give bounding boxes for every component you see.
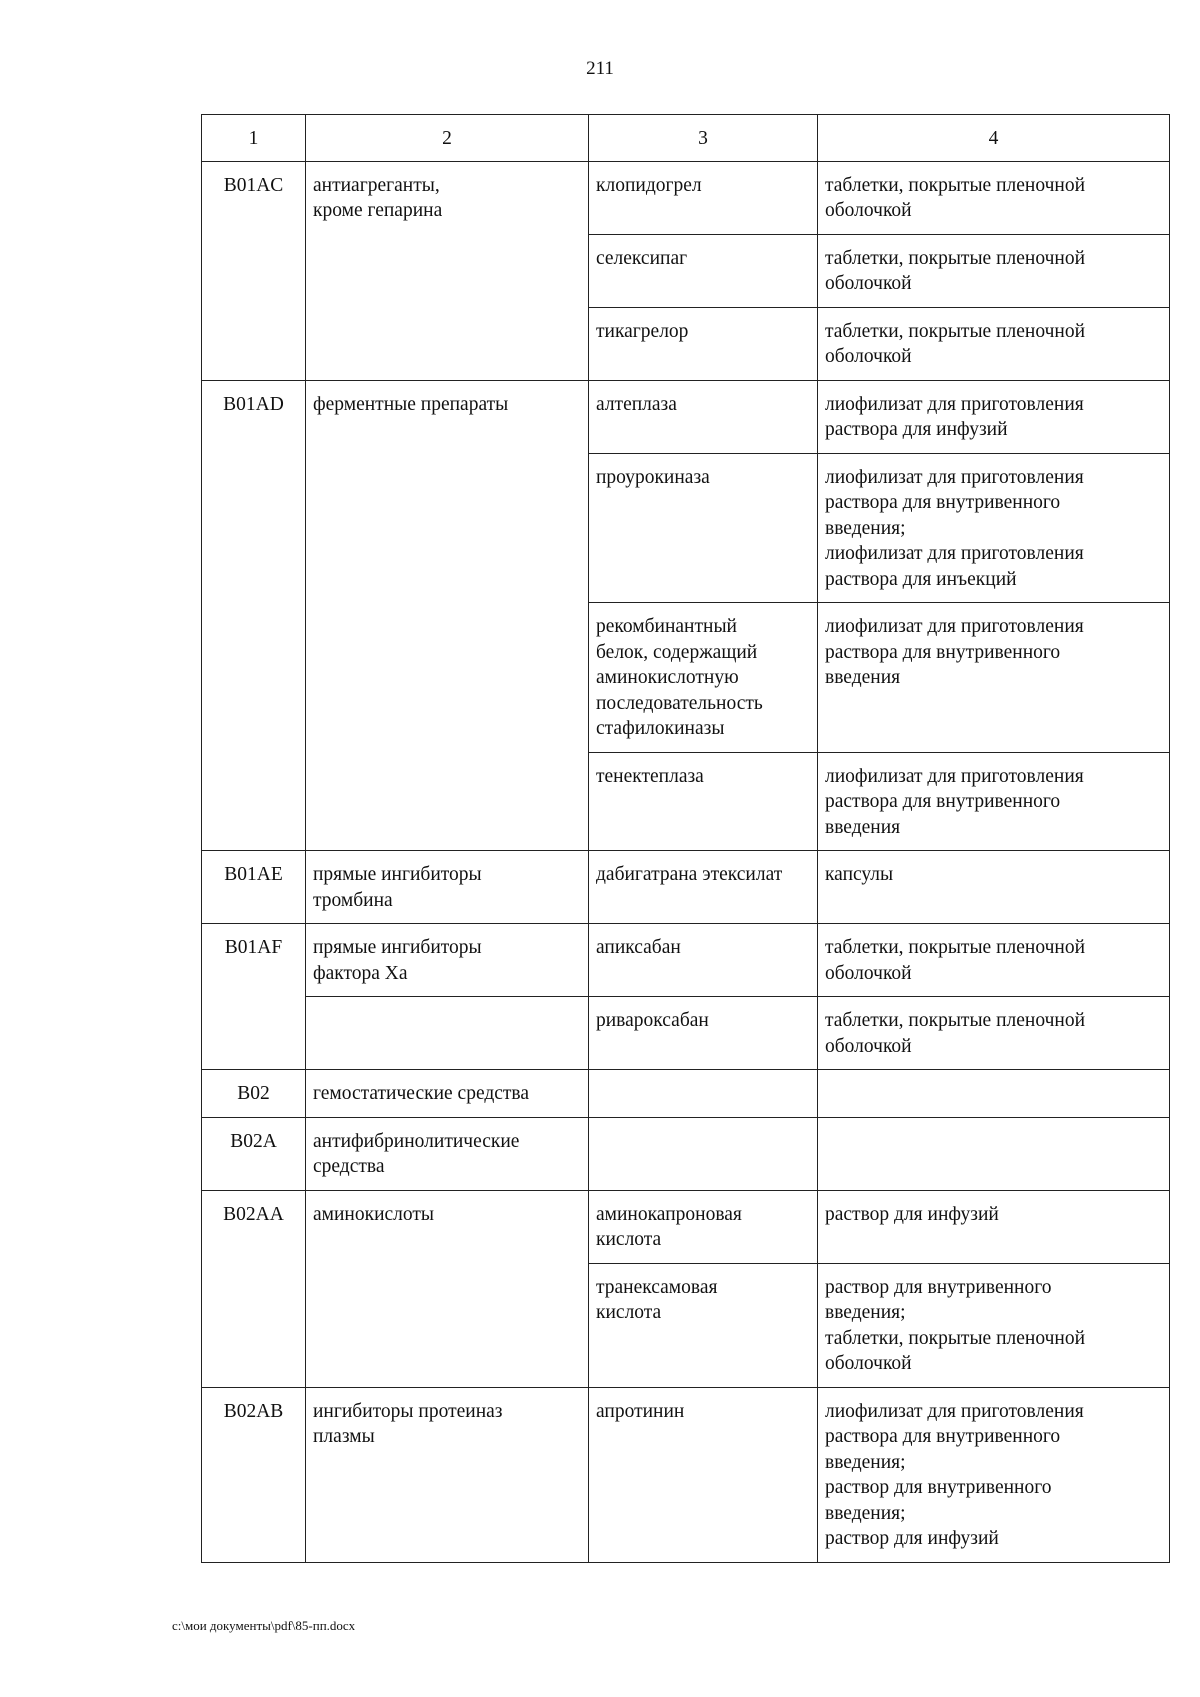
table-row (202, 1190, 1170, 1263)
cell-line: раствора для внутривенного (825, 492, 1061, 513)
cell-line: оболочкой (825, 346, 912, 367)
dosage-form-cell (818, 380, 1170, 453)
cell-line: проурокиназа (596, 466, 710, 488)
group-name-cell (306, 924, 589, 997)
dosage-form-cell (818, 924, 1170, 997)
atc-code-cell: B01AD (202, 380, 306, 851)
header-cell-3: 3 (589, 115, 818, 162)
cell-line: капсулы (825, 864, 894, 885)
cell-line: раствора для внутривенного (825, 791, 1061, 812)
cell-line: кислота (596, 1302, 662, 1323)
cell-line: раствора для инфузий (825, 419, 1008, 440)
cell-line: аминокапроновая (596, 1203, 742, 1225)
cell-line: оболочкой (825, 962, 912, 984)
cell-line: последовательность (596, 692, 763, 714)
footer-file-path: c:\мои документы\pdf\85-пп.docx (172, 1618, 356, 1633)
drug-name-cell (589, 1117, 818, 1190)
cell-line: раствора для инъекций (825, 568, 1017, 590)
cell-line: таблетки, покрытые пленочной (825, 247, 1086, 269)
table-row (202, 1387, 1170, 1562)
cell-line: лиофилизат для приготовления (825, 393, 1084, 415)
cell-line: оболочкой (825, 200, 912, 221)
table-row (202, 851, 1170, 924)
table-row (202, 161, 1170, 234)
cell-line: прямые ингибиторы (313, 864, 482, 885)
table-row (202, 380, 1170, 453)
cell-line: апротинин (596, 1400, 685, 1422)
cell-line: лиофилизат для приготовления (825, 616, 1084, 637)
cell-line: таблетки, покрытые пленочной (825, 320, 1086, 342)
dosage-form-cell (818, 997, 1170, 1070)
cell-line: раствор для инфузий (825, 1203, 999, 1225)
cell-line: тикагрелор (596, 320, 689, 342)
cell-line: ферментные препараты (313, 393, 509, 415)
drug-name-cell (589, 1190, 818, 1263)
cell-line: фактора Xa (313, 962, 408, 984)
dosage-form-cell (818, 1070, 1170, 1118)
header-row (202, 115, 1170, 162)
dosage-form-cell (818, 851, 1170, 924)
atc-code-cell: B02 (202, 1070, 306, 1118)
table-row (202, 1070, 1170, 1118)
header-cell-2: 2 (306, 115, 589, 162)
header-cell-4: 4 (818, 115, 1170, 162)
cell-line: стафилокиназы (596, 718, 725, 739)
cell-line: антиагреганты, (313, 174, 440, 196)
cell-line: раствора для внутривенного (825, 641, 1061, 663)
table-row (202, 924, 1170, 997)
group-name-cell (306, 851, 589, 924)
cell-line: таблетки, покрытые пленочной (825, 937, 1086, 958)
drug-name-cell (589, 851, 818, 924)
drug-name-cell (589, 161, 818, 234)
drug-classification-table (201, 114, 1170, 1563)
cell-line: антифибринолитические (313, 1130, 520, 1152)
drug-name-cell (589, 234, 818, 307)
table-row (202, 1117, 1170, 1190)
cell-line: рекомбинантный (596, 616, 737, 637)
cell-line: оболочкой (825, 1035, 912, 1057)
header-cell-1: 1 (202, 115, 306, 162)
cell-line: раствора для внутривенного (825, 1426, 1061, 1447)
cell-line: раствор для внутривенного (825, 1477, 1052, 1498)
page-number: 211 (586, 58, 614, 79)
dosage-form-cell (818, 234, 1170, 307)
drug-name-cell (589, 924, 818, 997)
dosage-form-cell (818, 603, 1170, 753)
cell-line: раствор для внутривенного (825, 1276, 1052, 1298)
group-name-cell (306, 1190, 589, 1387)
dosage-form-cell (818, 1117, 1170, 1190)
cell-line: апиксабан (596, 937, 681, 958)
atc-code-cell: B02AA (202, 1190, 306, 1387)
drug-name-cell (589, 752, 818, 851)
cell-line: раствор для инфузий (825, 1528, 999, 1549)
cell-line: аминокислоты (313, 1203, 435, 1225)
atc-code-cell: B02AB (202, 1387, 306, 1562)
cell-line: лиофилизат для приготовления (825, 543, 1084, 564)
dosage-form-cell (818, 307, 1170, 380)
cell-line: введения; (825, 1302, 906, 1323)
cell-line: введения (825, 816, 901, 838)
cell-line: ингибиторы протеиназ (313, 1400, 503, 1422)
cell-line: кроме гепарина (313, 200, 443, 221)
table-row (202, 997, 1170, 1070)
drug-name-cell (589, 453, 818, 603)
cell-line: введения; (825, 517, 906, 539)
drug-name-cell (589, 1387, 818, 1562)
drug-name-cell (589, 997, 818, 1070)
cell-line: таблетки, покрытые пленочной (825, 174, 1086, 196)
cell-line: транексамовая (596, 1276, 718, 1298)
cell-line: ривароксабан (596, 1010, 709, 1031)
drug-name-cell (589, 603, 818, 753)
cell-line: введения; (825, 1451, 906, 1473)
group-name-cell (306, 161, 589, 380)
group-name-cell (306, 380, 589, 851)
cell-line: белок, содержащий (596, 641, 758, 663)
drug-name-cell (589, 1263, 818, 1387)
cell-line: селексипаг (596, 247, 688, 269)
cell-line: дабигатрана этексилат (596, 864, 783, 885)
dosage-form-cell (818, 1387, 1170, 1562)
cell-line: тромбина (313, 889, 393, 911)
cell-line: гемостатические средства (313, 1083, 530, 1104)
dosage-form-cell (818, 1190, 1170, 1263)
cell-line: введения (825, 667, 901, 688)
cell-line: оболочкой (825, 273, 912, 294)
cell-line: лиофилизат для приготовления (825, 765, 1084, 787)
cell-line: плазмы (313, 1426, 375, 1447)
group-name-cell (306, 997, 589, 1070)
dosage-form-cell (818, 161, 1170, 234)
cell-line: таблетки, покрытые пленочной (825, 1010, 1086, 1031)
dosage-form-cell (818, 1263, 1170, 1387)
dosage-form-cell (818, 453, 1170, 603)
cell-line: аминокислотную (596, 667, 739, 688)
cell-line: таблетки, покрытые пленочной (825, 1327, 1086, 1349)
drug-name-cell (589, 380, 818, 453)
atc-code-cell: B01AF (202, 924, 306, 1070)
group-name-cell (306, 1387, 589, 1562)
group-name-cell (306, 1117, 589, 1190)
cell-line: введения; (825, 1502, 906, 1524)
dosage-form-cell (818, 752, 1170, 851)
group-name-cell (306, 1070, 589, 1118)
cell-line: прямые ингибиторы (313, 937, 482, 958)
cell-line: оболочкой (825, 1353, 912, 1374)
cell-line: лиофилизат для приготовления (825, 466, 1084, 488)
cell-line: средства (313, 1156, 385, 1177)
drug-name-cell (589, 307, 818, 380)
atc-code-cell: B01AC (202, 161, 306, 380)
cell-line: алтеплаза (596, 393, 677, 415)
drug-name-cell (589, 1070, 818, 1118)
cell-line: клопидогрел (596, 174, 702, 196)
atc-code-cell: B01AE (202, 851, 306, 924)
cell-line: лиофилизат для приготовления (825, 1400, 1084, 1422)
cell-line: кислота (596, 1229, 662, 1250)
atc-code-cell: B02A (202, 1117, 306, 1190)
cell-line: тенектеплаза (596, 765, 704, 787)
